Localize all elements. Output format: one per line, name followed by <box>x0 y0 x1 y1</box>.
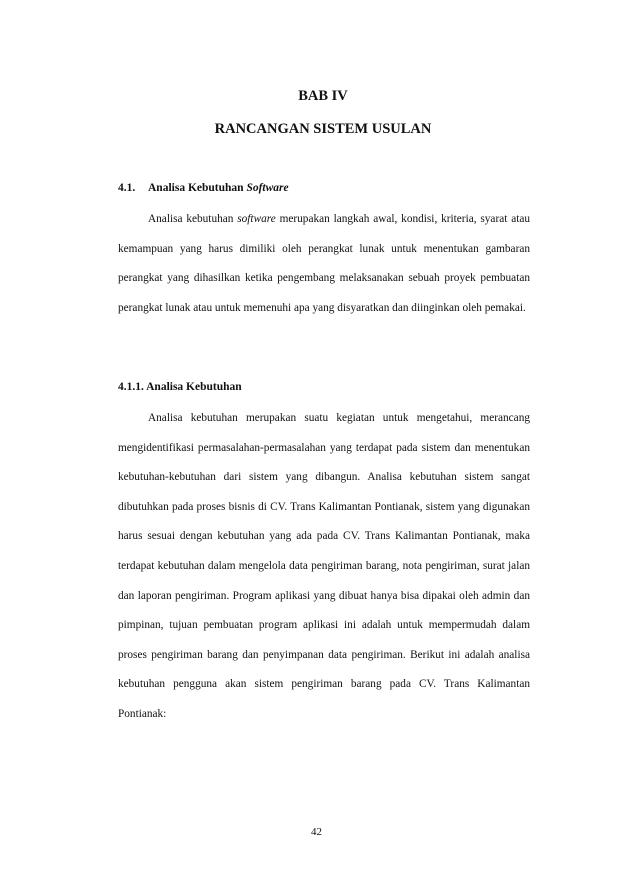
section-heading-4-1-1: 4.1.1. Analisa Kebutuhan <box>118 381 242 393</box>
section-heading-4-1 <box>118 182 289 194</box>
section-number: 4.1. <box>118 182 136 194</box>
paragraph-text: Analisa kebutuhan merupakan suatu kegiatan untuk mengetahui, merancang mengidentifikasi permasalahan-permasalahan yang terdapat pada sistem dan menentukan kebutuhan-kebutuhan dari sistem yang dibangun. Analisa kebutuhan sistem sangat dibutuhkan pada proses bisnis di CV. Trans Kalimantan Pontianak, sistem yang digunakan harus sesuai dengan kebutuhan yang ada pada CV. Trans Kalimantan Pontianak, maka terdapat kebutuhan dalam mengelola data pengiriman barang, nota pengiriman, surat jalan dan laporan pengiriman. Program aplikasi yang dibuat hanya bisa dipakai oleh admin dan pimpinan, tujuan pembuatan program aplikasi ini adalah untuk mempermudah dalam proses pengiriman barang dan penyimpanan data pengiriman. Berikut ini adalah analisa kebutuhan pengguna akan sistem pengiriman barang pada CV. Trans Kalimantan Pontianak: <box>118 412 530 720</box>
chapter-label: BAB IV <box>298 88 348 104</box>
paragraph-italic-term: software <box>237 213 276 225</box>
page-number: 42 <box>311 826 322 838</box>
paragraph-text-part1: Analisa kebutuhan <box>148 213 238 225</box>
chapter-title: RANCANGAN SISTEM USULAN <box>214 121 432 137</box>
paragraph-4-1 <box>118 205 530 323</box>
section-title-italic: Software <box>246 182 289 194</box>
paragraph-4-1-1 <box>118 404 530 730</box>
section-title-text: Analisa Kebutuhan <box>148 182 247 194</box>
paragraph-text-part2: merupakan langkah awal, kondisi, kriteria, syarat atau kemampuan yang harus dimiliki oleh perangkat lunak untuk menentukan gambaran perangkat yang dihasilkan ketika pengembang melaksanakan sebuah proyek pembuatan perangkat lunak atau untuk memenuhi apa yang disyaratkan dan diinginkan oleh pemakai. <box>118 213 531 314</box>
